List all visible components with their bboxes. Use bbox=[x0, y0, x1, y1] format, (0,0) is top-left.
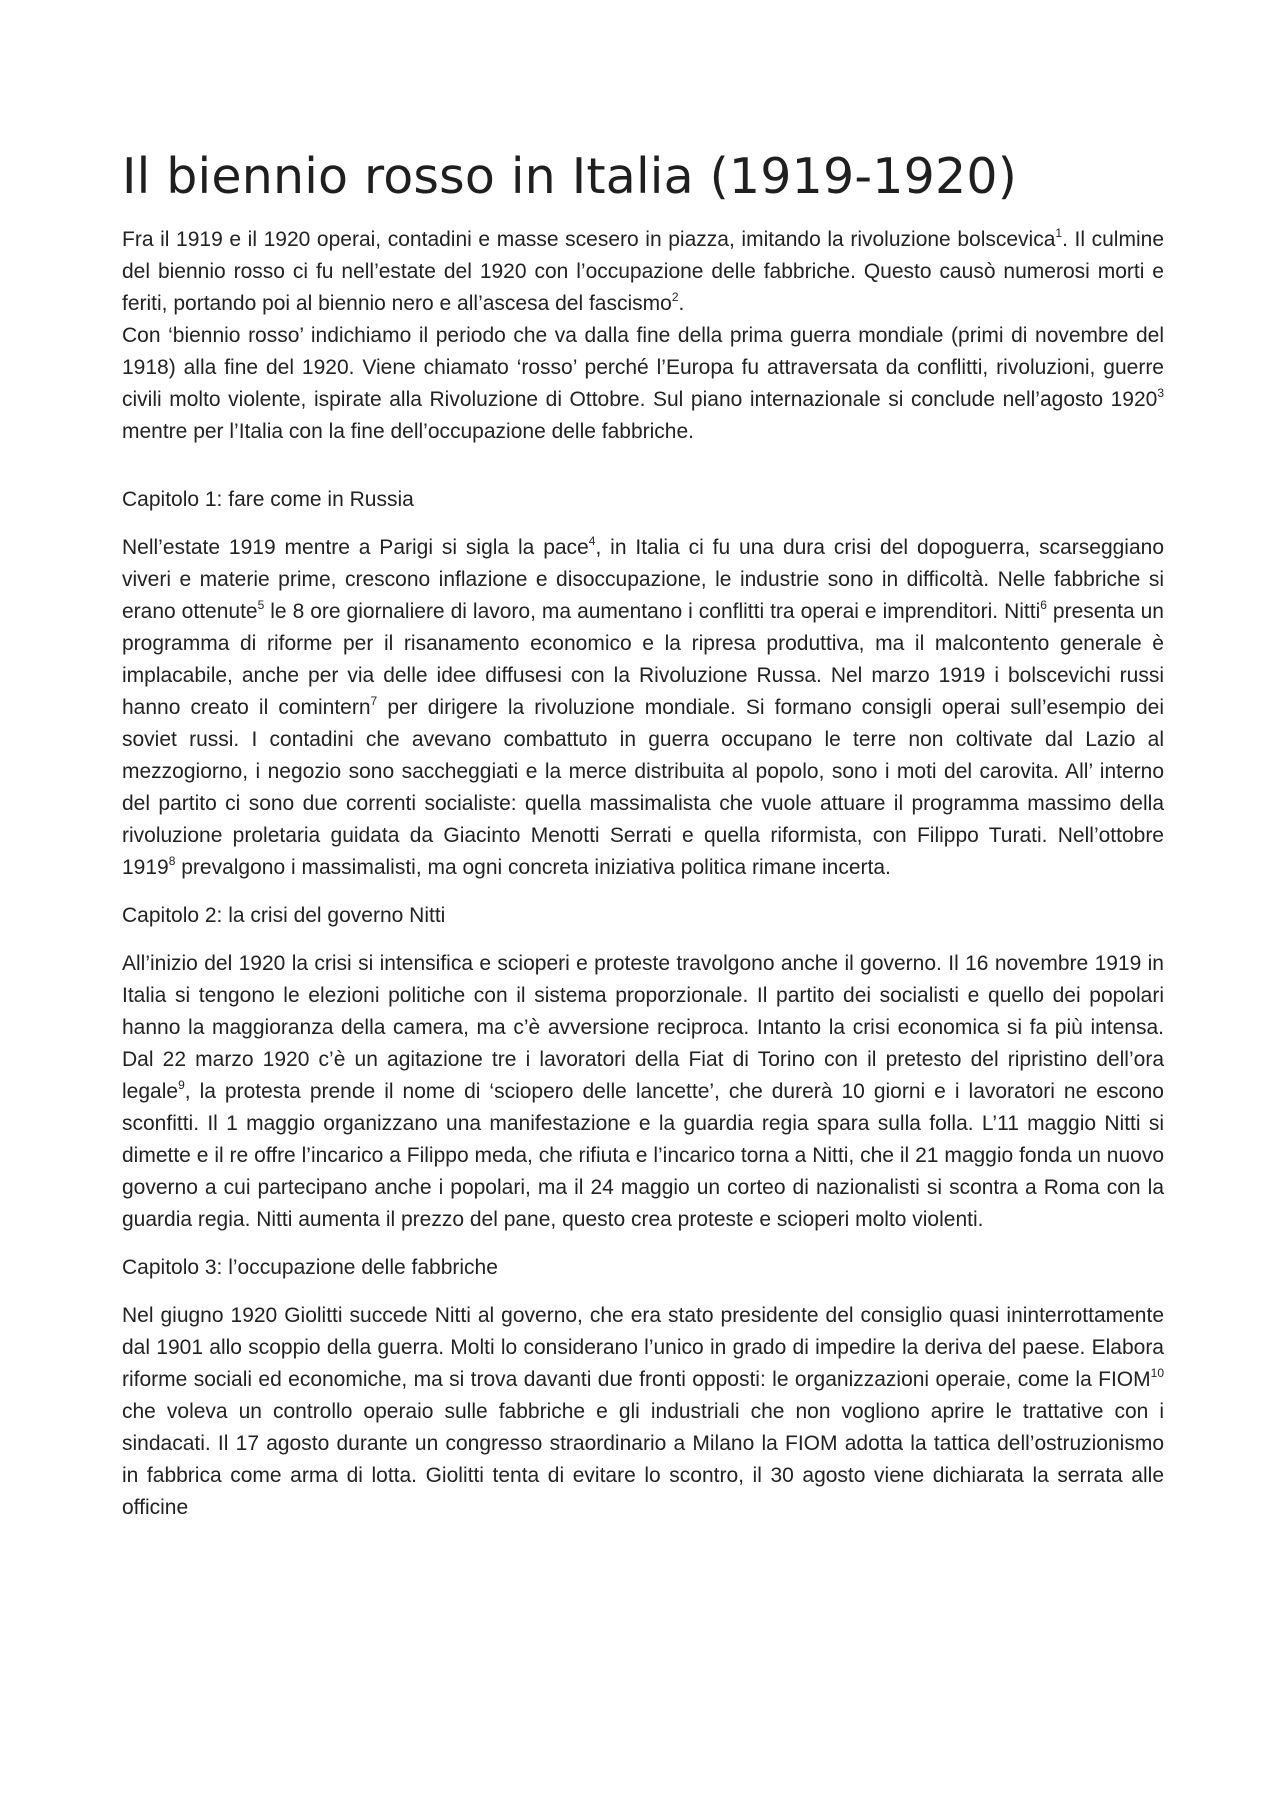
text-run: Nell’estate 1919 mentre a Parigi si sigla la pace bbox=[122, 535, 589, 559]
footnote-ref: 7 bbox=[370, 693, 378, 708]
intro-paragraph-2 bbox=[122, 320, 1164, 448]
text-run: prevalgono i massimalisti, ma ogni concreta iniziativa politica rimane incerta. bbox=[175, 855, 891, 879]
text-run: All’inizio del 1920 la crisi si intensifica e scioperi e proteste travolgono anche il governo. Il 16 novembre 1919 in Italia si tengono le elezioni politiche con il sistema proporzionale. Il partito dei socialisti e quello dei popolari hanno la maggioranza della camera, ma c’è avversione reciproca. Intanto la crisi economica si fa più intensa. Dal 22 marzo 1920 c’è un agitazione tre i lavoratori della Fiat di Torino con il pretesto del ripristino dell’ora legale bbox=[122, 951, 1164, 1103]
chapter-2-body bbox=[122, 948, 1164, 1236]
document-page bbox=[122, 150, 1164, 1524]
footnote-ref: 4 bbox=[588, 533, 596, 548]
footnote-ref: 8 bbox=[168, 853, 176, 868]
chapter-1-body bbox=[122, 532, 1164, 884]
section-spacer bbox=[122, 448, 1164, 468]
text-run: . bbox=[678, 291, 685, 315]
text-run: , la protesta prende il nome di ‘sciopero delle lancette’, che durerà 10 giorni e i lavoratori ne escono sconfitti. Il 1 maggio organizzano una manifestazione e la guardia regia spara sulla folla. L’11 maggio Nitti si dimette e il re offre l’incarico a Filippo meda, che rifiuta e l’incarico torna a Nitti, che il 21 maggio fonda un nuovo governo a cui partecipano anche i popolari, ma il 24 maggio un corteo di nazionalisti si scontra a Roma con la guardia regia. Nitti aumenta il prezzo del pane, questo crea proteste e scioperi molto violenti. bbox=[122, 1079, 1164, 1231]
text-run: Con ‘biennio rosso’ indichiamo il periodo che va dalla fine della prima guerra mondiale (primi di novembre del 1918) alla fine del 1920. Viene chiamato ‘rosso’ perché l’Europa fu attraversata da conflitti, rivoluzioni, guerre civili molto violente, ispirate alla Rivoluzione di Ottobre. Sul piano internazionale si conclude nell’agosto 1920 bbox=[122, 323, 1164, 411]
footnote-ref: 3 bbox=[1157, 385, 1164, 400]
text-run: , in Italia ci fu una dura crisi del dopoguerra, scarseggiano viveri e materie prime, crescono inflazione e disoccupazione, le industrie sono in difficoltà. Nelle fabbriche si erano ottenute bbox=[122, 535, 1164, 623]
chapter-2-heading: Capitolo 2: la crisi del governo Nitti bbox=[122, 903, 446, 927]
text-run: per dirigere la rivoluzione mondiale. Si formano consigli operai sull’esempio dei soviet russi. I contadini che avevano combattuto in guerra occupano le terre non coltivate dal Lazio al mezzogiorno, i negozio sono saccheggiati e la merce distribuita al popolo, sono i moti del carovita. All’ interno del partito ci sono due correnti socialiste: quella massimalista che vuole attuare il programma massimo della rivoluzione proletaria guidata da Giacinto Menotti Serrati e quella riformista, con Filippo Turati. Nell’ottobre 1919 bbox=[122, 695, 1164, 879]
text-run: . Il culmine del biennio rosso ci fu nell’estate del 1920 con l’occupazione delle fabbriche. Questo causò numerosi morti e feriti, portando poi al biennio nero e all’ascesa del fascismo bbox=[122, 227, 1164, 315]
text-run: che voleva un controllo operaio sulle fabbriche e gli industriali che non vogliono aprire le trattative con i sindacati. Il 17 agosto durante un congresso straordinario a Milano la FIOM adotta la tattica dell’ostruzionismo in fabbrica come arma di lotta. Giolitti tenta di evitare lo scontro, il 30 agosto viene dichiarata la serrata alle officine bbox=[122, 1399, 1164, 1519]
document-title: Il biennio rosso in Italia (1919-1920) bbox=[122, 148, 1018, 205]
chapter-3-heading: Capitolo 3: l’occupazione delle fabbriche bbox=[122, 1255, 498, 1279]
text-run: Fra il 1919 e il 1920 operai, contadini e masse scesero in piazza, imitando la rivoluzione bolscevica bbox=[122, 227, 1056, 251]
footnote-ref: 9 bbox=[178, 1077, 185, 1092]
chapter-3-body bbox=[122, 1300, 1164, 1524]
footnote-ref: 1 bbox=[1055, 225, 1063, 240]
text-run: mentre per l’Italia con la fine dell’occupazione delle fabbriche. bbox=[122, 419, 695, 443]
text-run: presenta un programma di riforme per il risanamento economico e la ripresa produttiva, ma il malcontento generale è implacabile, anche per via delle idee diffusesi con la Rivoluzione Russa. Nel marzo 1919 i bolscevichi russi hanno creato il comintern bbox=[122, 599, 1164, 719]
footnote-ref: 5 bbox=[257, 597, 265, 612]
text-run: Nel giugno 1920 Giolitti succede Nitti al governo, che era stato presidente del consiglio quasi ininterrottamente dal 1901 allo scoppio della guerra. Molti lo considerano l’unico in grado di impedire la deriva del paese. Elabora riforme sociali ed economiche, ma si trova davanti due fronti opposti: le organizzazioni operaie, come la FIOM bbox=[122, 1303, 1164, 1391]
footnote-ref: 6 bbox=[1040, 597, 1047, 612]
intro-paragraph-1 bbox=[122, 224, 1164, 320]
text-run: le 8 ore giornaliere di lavoro, ma aumentano i conflitti tra operai e imprenditori. Nitti bbox=[264, 599, 1041, 623]
footnote-ref: 2 bbox=[671, 289, 679, 304]
footnote-ref: 10 bbox=[1150, 1365, 1164, 1380]
chapter-1-heading: Capitolo 1: fare come in Russia bbox=[122, 487, 414, 511]
